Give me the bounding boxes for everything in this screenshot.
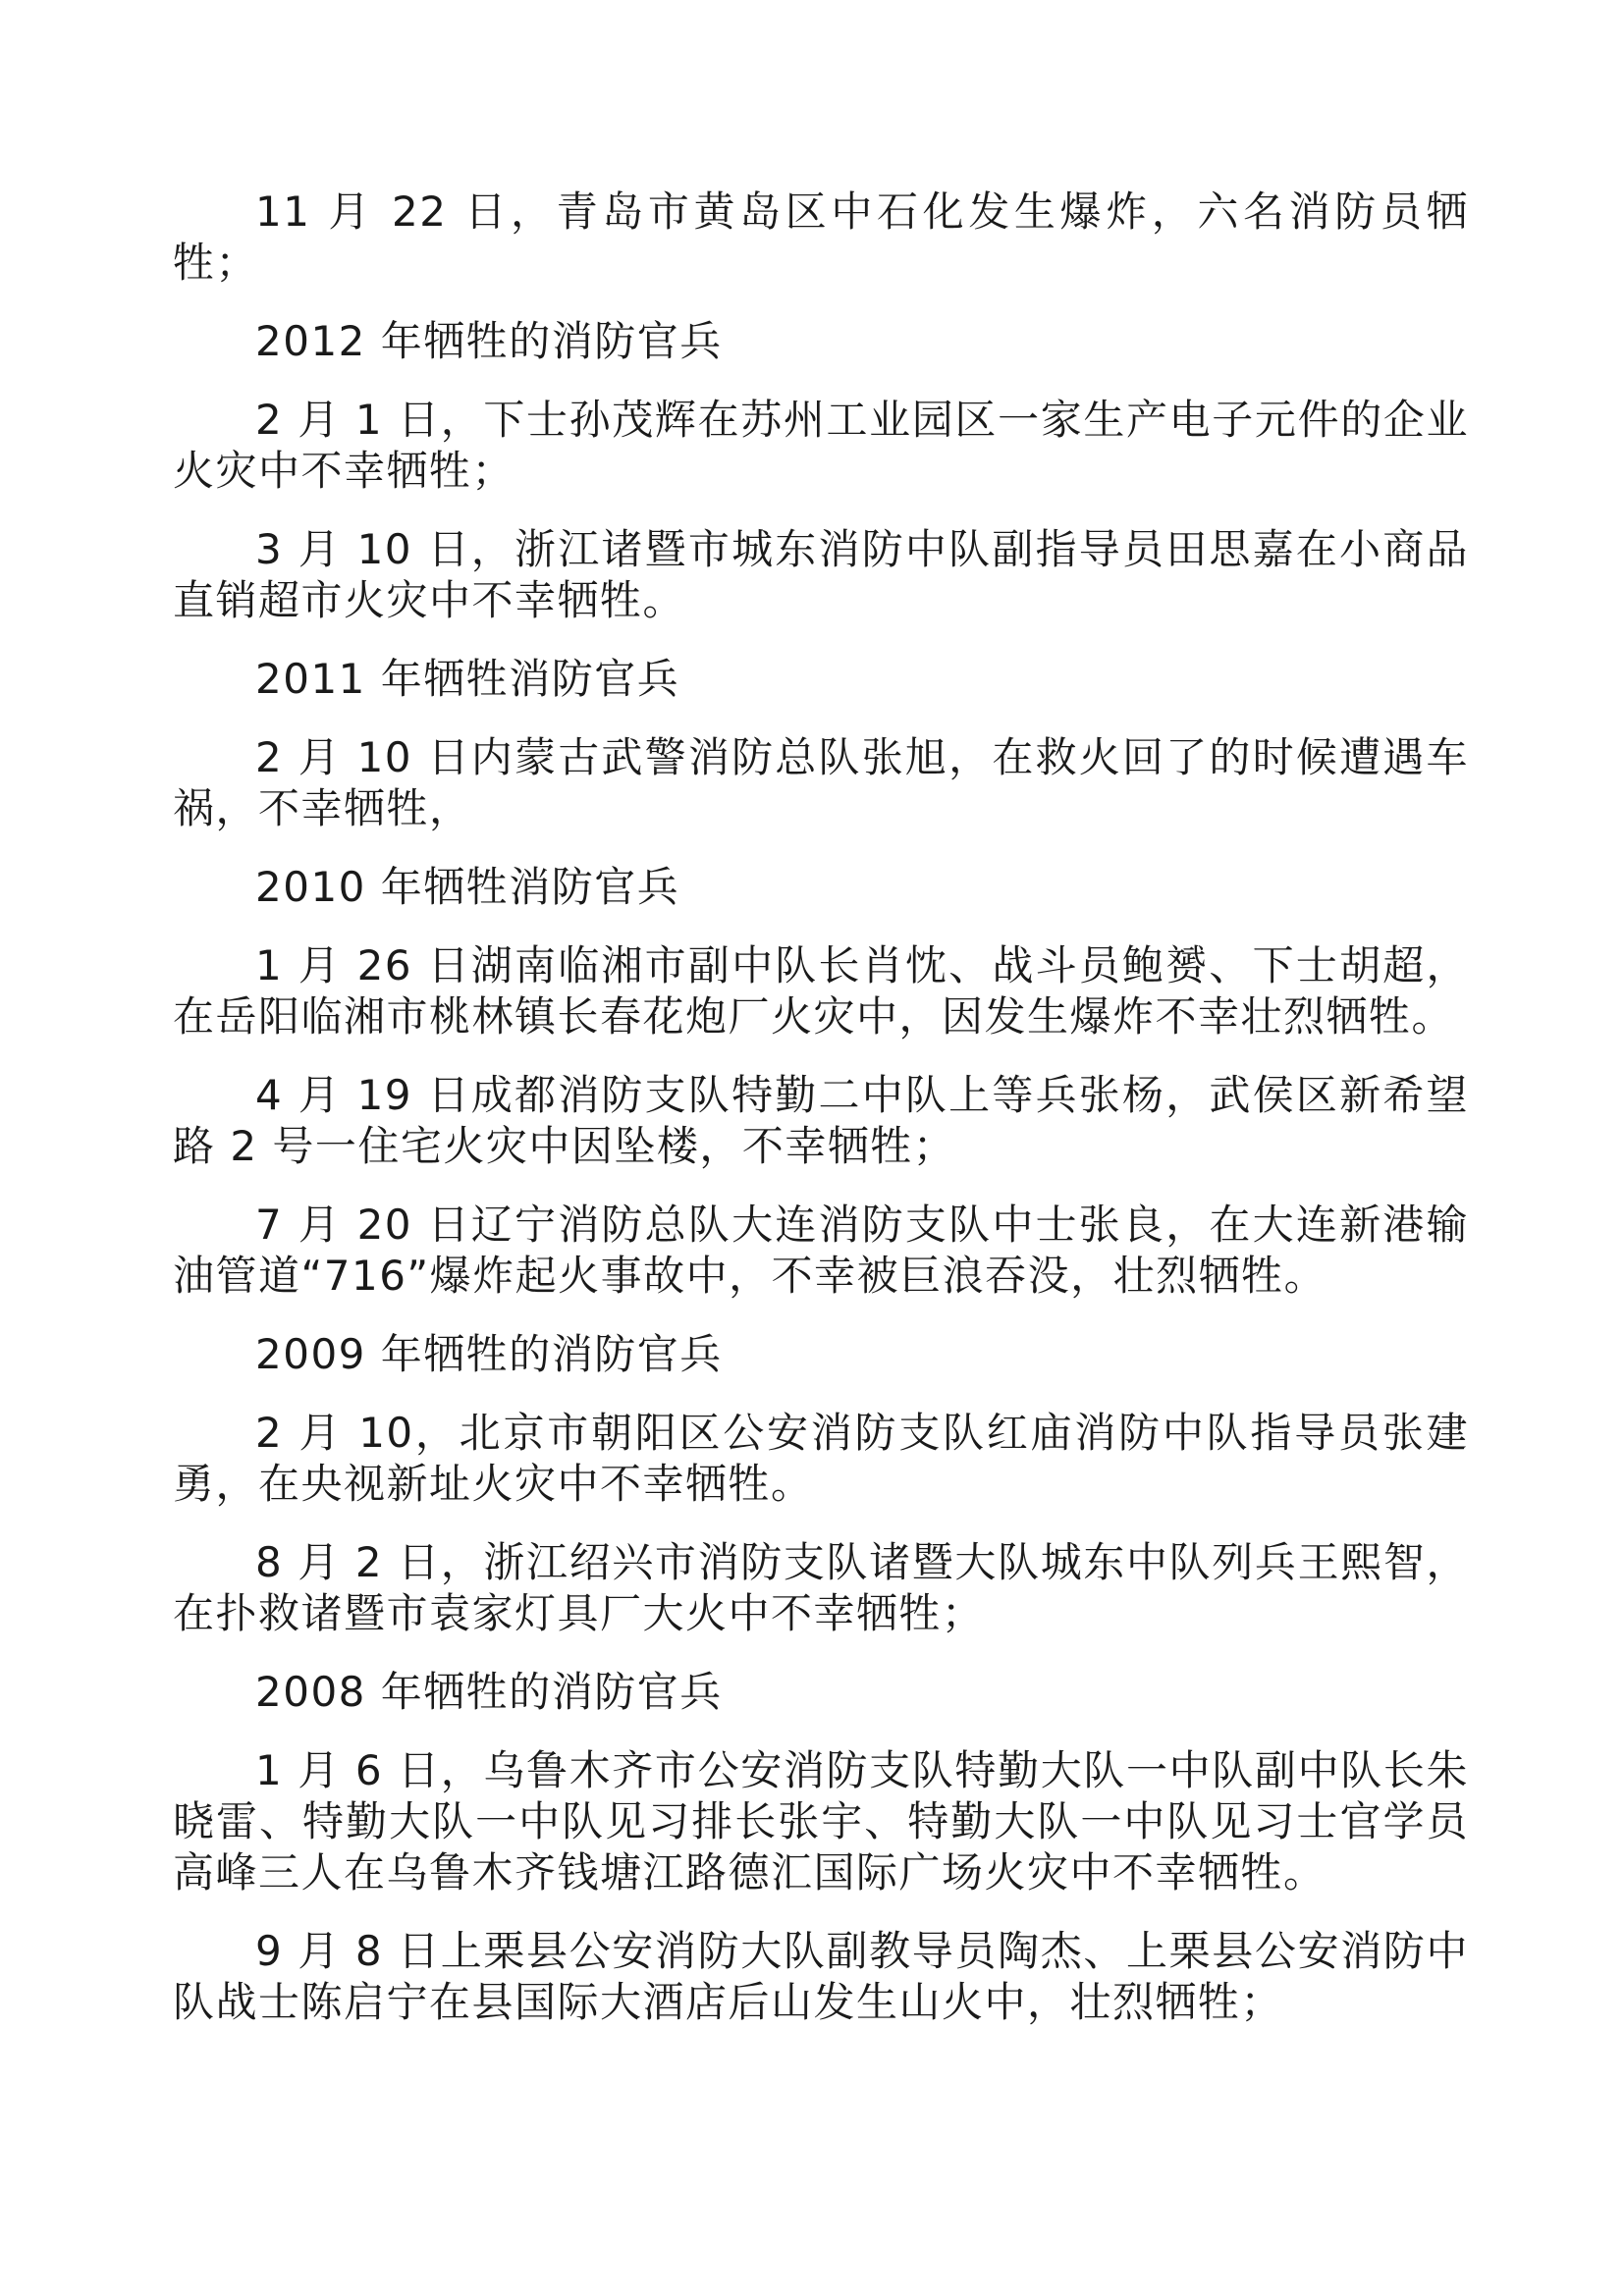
heading-2009: 2009 年牺牲的消防官兵 bbox=[255, 1330, 723, 1378]
paragraph-2010-dalian: 7 月 20 日辽宁消防总队大连消防支队中士张良，在大连新港输油管道“716”爆炸起火事故中，不幸被巨浪吞没，壮烈牺牲。 bbox=[173, 1201, 1469, 1300]
paragraph-2010-chengdu: 4 月 19 日成都消防支队特勤二中队上等兵张杨，武侯区新希望路 2 号一住宅火灾中因坠楼，不幸牺牲； bbox=[173, 1071, 1469, 1170]
heading-2011: 2011 年牺牲消防官兵 bbox=[255, 655, 680, 703]
paragraph-2008-urumqi: 1 月 6 日，乌鲁木齐市公安消防支队特勤大队一中队副中队长朱晓雷、特勤大队一中队见习排长张宇、特勤大队一中队见习士官学员高峰三人在乌鲁木齐钱塘江路德汇国际广场火灾中不幸牺牲。 bbox=[173, 1746, 1469, 1896]
paragraph-2008-shangli: 9 月 8 日上栗县公安消防大队副教导员陶杰、上栗县公安消防中队战士陈启宁在县国际大酒店后山发生山火中，壮烈牺牲； bbox=[173, 1927, 1469, 2026]
paragraph-2010-linxiang: 1 月 26 日湖南临湘市副中队长肖忱、战斗员鲍赟、下士胡超，在岳阳临湘市桃林镇长春花炮厂火灾中，因发生爆炸不幸壮烈牺牲。 bbox=[173, 941, 1469, 1041]
heading-2012: 2012 年牺牲的消防官兵 bbox=[255, 317, 723, 365]
heading-2008: 2008 年牺牲的消防官兵 bbox=[255, 1668, 723, 1716]
paragraph-2011-neimenggu: 2 月 10 日内蒙古武警消防总队张旭，在救火回了的时候遭遇车祸，不幸牺牲， bbox=[173, 733, 1469, 832]
heading-2010: 2010 年牺牲消防官兵 bbox=[255, 863, 680, 911]
paragraph-2012-suzhou: 2 月 1 日，下士孙茂辉在苏州工业园区一家生产电子元件的企业火灾中不幸牺牲； bbox=[173, 396, 1469, 495]
paragraph-2012-zhuji: 3 月 10 日，浙江诸暨市城东消防中队副指导员田思嘉在小商品直销超市火灾中不幸牺牲。 bbox=[173, 525, 1469, 624]
document-body bbox=[173, 187, 1469, 2056]
paragraph-2009-beijing: 2 月 10，北京市朝阳区公安消防支队红庙消防中队指导员张建勇，在央视新址火灾中不幸牺牲。 bbox=[173, 1409, 1469, 1508]
paragraph-2009-shaoxing: 8 月 2 日，浙江绍兴市消防支队诸暨大队城东中队列兵王熙智，在扑救诸暨市袁家灯具厂大火中不幸牺牲； bbox=[173, 1538, 1469, 1637]
paragraph-2014-qingdao: 11 月 22 日，青岛市黄岛区中石化发生爆炸，六名消防员牺牲； bbox=[173, 187, 1469, 287]
